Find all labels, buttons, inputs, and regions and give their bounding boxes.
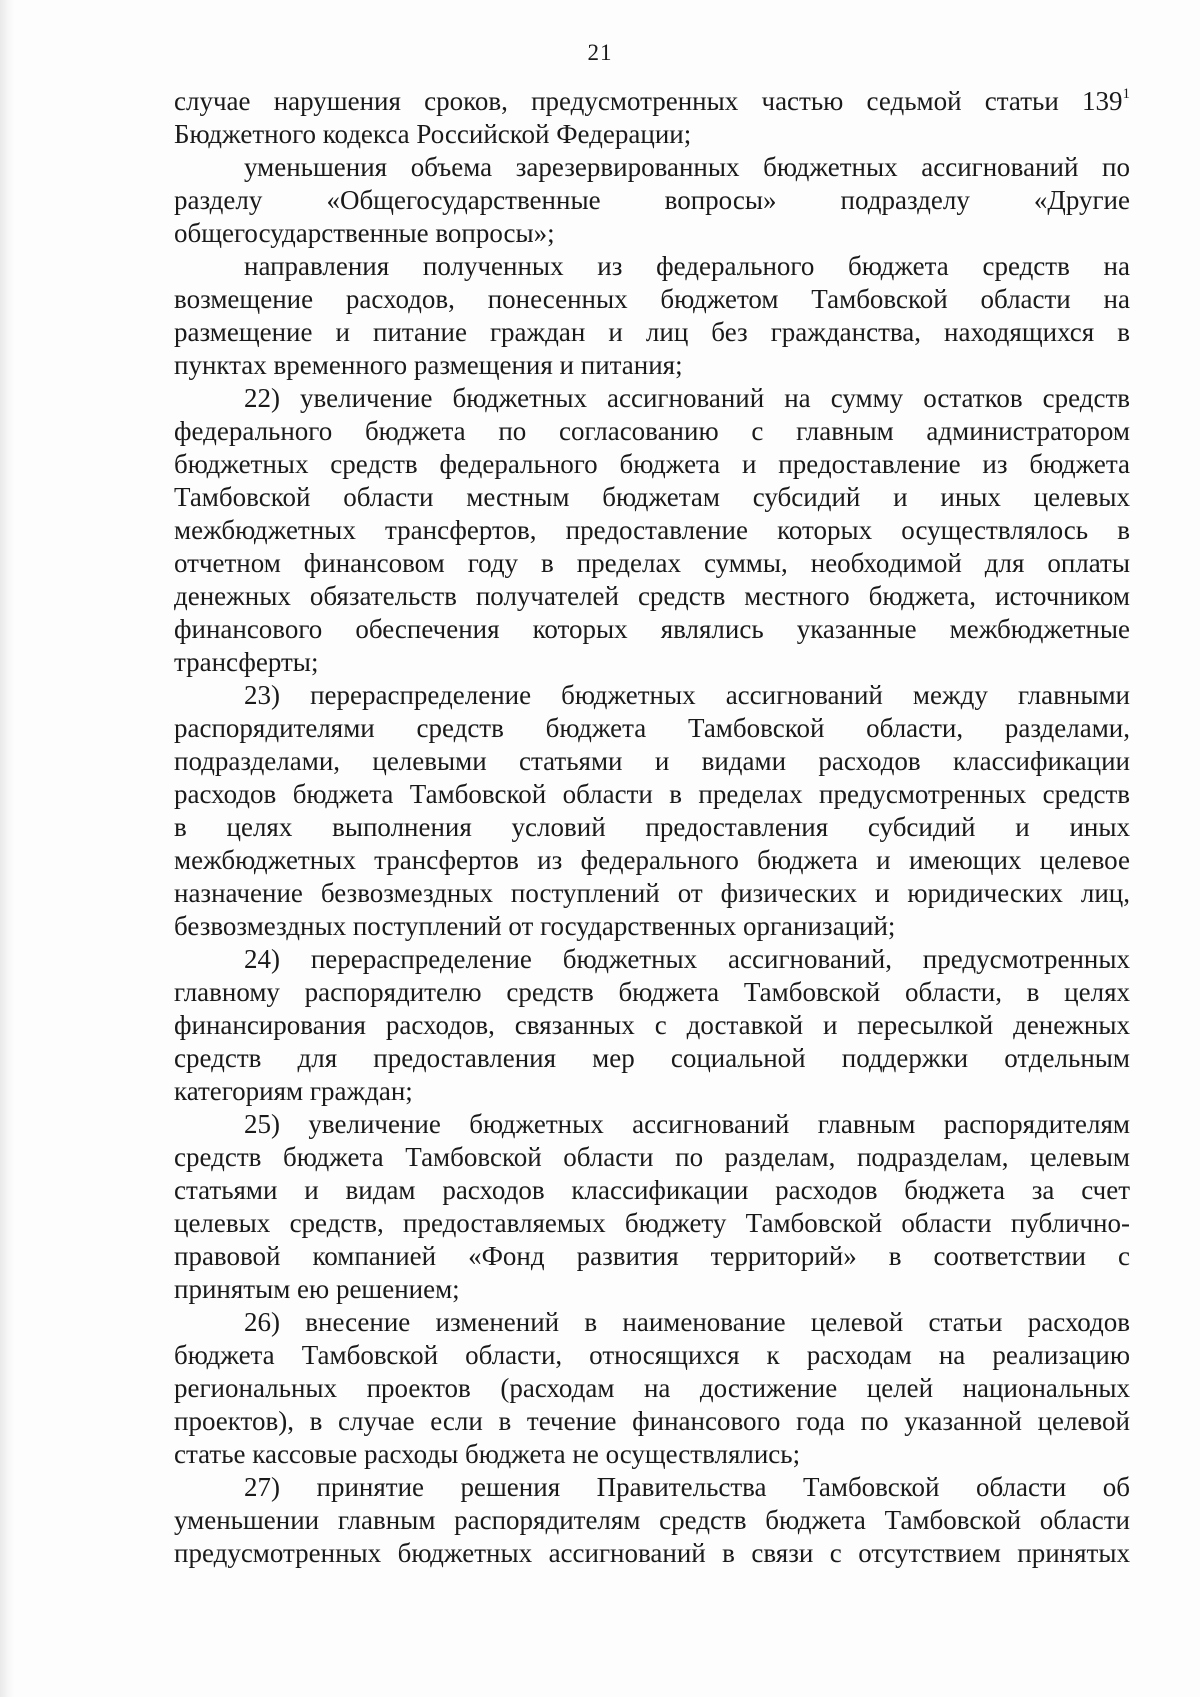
paragraph-item-25 <box>174 1108 1130 1306</box>
text-line: принятым ею решением; <box>174 1274 460 1304</box>
text-line: федерального бюджета по согласованию с главным администратором <box>174 416 1130 446</box>
text-line: назначение безвозмездных поступлений от физических и юридических лиц, <box>174 878 1130 908</box>
paragraph-item-24 <box>174 943 1130 1108</box>
text-line: уменьшения объема зарезервированных бюджетных ассигнований по <box>244 152 1130 182</box>
paragraph-federal-funds <box>174 250 1130 382</box>
paragraph-item-23 <box>174 679 1130 943</box>
text-line: 25) увеличение бюджетных ассигнований главным распорядителям <box>244 1109 1130 1139</box>
text-line: общегосударственные вопросы»; <box>174 218 555 248</box>
text-line: финансирования расходов, связанных с доставкой и пересылкой денежных <box>174 1010 1130 1040</box>
text-line: Бюджетного кодекса Российской Федерации; <box>174 119 692 149</box>
text-line: 23) перераспределение бюджетных ассигнований между главными <box>244 680 1130 710</box>
text-line: предусмотренных бюджетных ассигнований в связи с отсутствием принятых <box>174 1538 1130 1568</box>
text-line: трансферты; <box>174 647 319 677</box>
superscript: 1 <box>1122 86 1130 102</box>
paragraph-item-22 <box>174 382 1130 679</box>
text-line: категориям граждан; <box>174 1076 413 1106</box>
text-line: целевых средств, предоставляемых бюджету Тамбовской области публично- <box>174 1208 1130 1238</box>
text-line: разделу «Общегосударственные вопросы» подразделу «Другие <box>174 185 1130 215</box>
text-line: отчетном финансовом году в пределах суммы, необходимой для оплаты <box>174 548 1130 578</box>
text-line: межбюджетных трансфертов, предоставление которых осуществлялось в <box>174 515 1130 545</box>
scan-edge-shadow <box>0 0 14 1697</box>
text-line: направления полученных из федерального бюджета средств на <box>244 251 1130 281</box>
text-line: бюджета Тамбовской области, относящихся к расходам на реализацию <box>174 1340 1130 1370</box>
text-line: средств для предоставления мер социальной поддержки отдельным <box>174 1043 1130 1073</box>
paragraph-item-27 <box>174 1471 1130 1570</box>
text-line: региональных проектов (расходам на достижение целей национальных <box>174 1373 1130 1403</box>
text-line: бюджетных средств федерального бюджета и предоставление из бюджета <box>174 449 1130 479</box>
text-line: Тамбовской области местным бюджетам субсидий и иных целевых <box>174 482 1130 512</box>
text-line: пунктах временного размещения и питания; <box>174 350 683 380</box>
document-body <box>174 85 1130 1570</box>
text-line: подразделами, целевыми статьями и видами расходов классификации <box>174 746 1130 776</box>
text-line: возмещение расходов, понесенных бюджетом Тамбовской области на <box>174 284 1130 314</box>
text-line: 22) увеличение бюджетных ассигнований на сумму остатков средств <box>244 383 1130 413</box>
text-line: главному распорядителю средств бюджета Тамбовской области, в целях <box>174 977 1130 1007</box>
text-line: финансового обеспечения которых являлись указанные межбюджетные <box>174 614 1130 644</box>
text-line: средств бюджета Тамбовской области по разделам, подразделам, целевым <box>174 1142 1130 1172</box>
text-line: 27) принятие решения Правительства Тамбовской области об <box>244 1472 1130 1502</box>
text-line: в целях выполнения условий предоставления субсидий и иных <box>174 812 1130 842</box>
paragraph-reserve-reduction <box>174 151 1130 250</box>
paragraph-continuation <box>174 85 1130 151</box>
text-line: безвозмездных поступлений от государственных организаций; <box>174 911 896 941</box>
text-line: правовой компанией «Фонд развития территорий» в соответствии с <box>174 1241 1130 1271</box>
text-line: 24) перераспределение бюджетных ассигнований, предусмотренных <box>244 944 1130 974</box>
text-line: случае нарушения сроков, предусмотренных частью седьмой статьи $139^1$ <box>174 86 1130 116</box>
text-line: 26) внесение изменений в наименование целевой статьи расходов <box>244 1307 1130 1337</box>
text-line: распорядителями средств бюджета Тамбовской области, разделами, <box>174 713 1130 743</box>
paragraph-item-26 <box>174 1306 1130 1471</box>
text-line: статье кассовые расходы бюджета не осуществлялись; <box>174 1439 801 1469</box>
text-line: расходов бюджета Тамбовской области в пределах предусмотренных средств <box>174 779 1130 809</box>
text-line: статьями и видам расходов классификации расходов бюджета за счет <box>174 1175 1130 1205</box>
page-number: 21 <box>587 40 613 65</box>
text-line: денежных обязательств получателей средств местного бюджета, источником <box>174 581 1130 611</box>
text-line: размещение и питание граждан и лиц без гражданства, находящихся в <box>174 317 1130 347</box>
text-line: уменьшении главным распорядителям средств бюджета Тамбовской области <box>174 1505 1130 1535</box>
text-line: межбюджетных трансфертов из федерального бюджета и имеющих целевое <box>174 845 1130 875</box>
text-line: проектов), в случае если в течение финансового года по указанной целевой <box>174 1406 1130 1436</box>
